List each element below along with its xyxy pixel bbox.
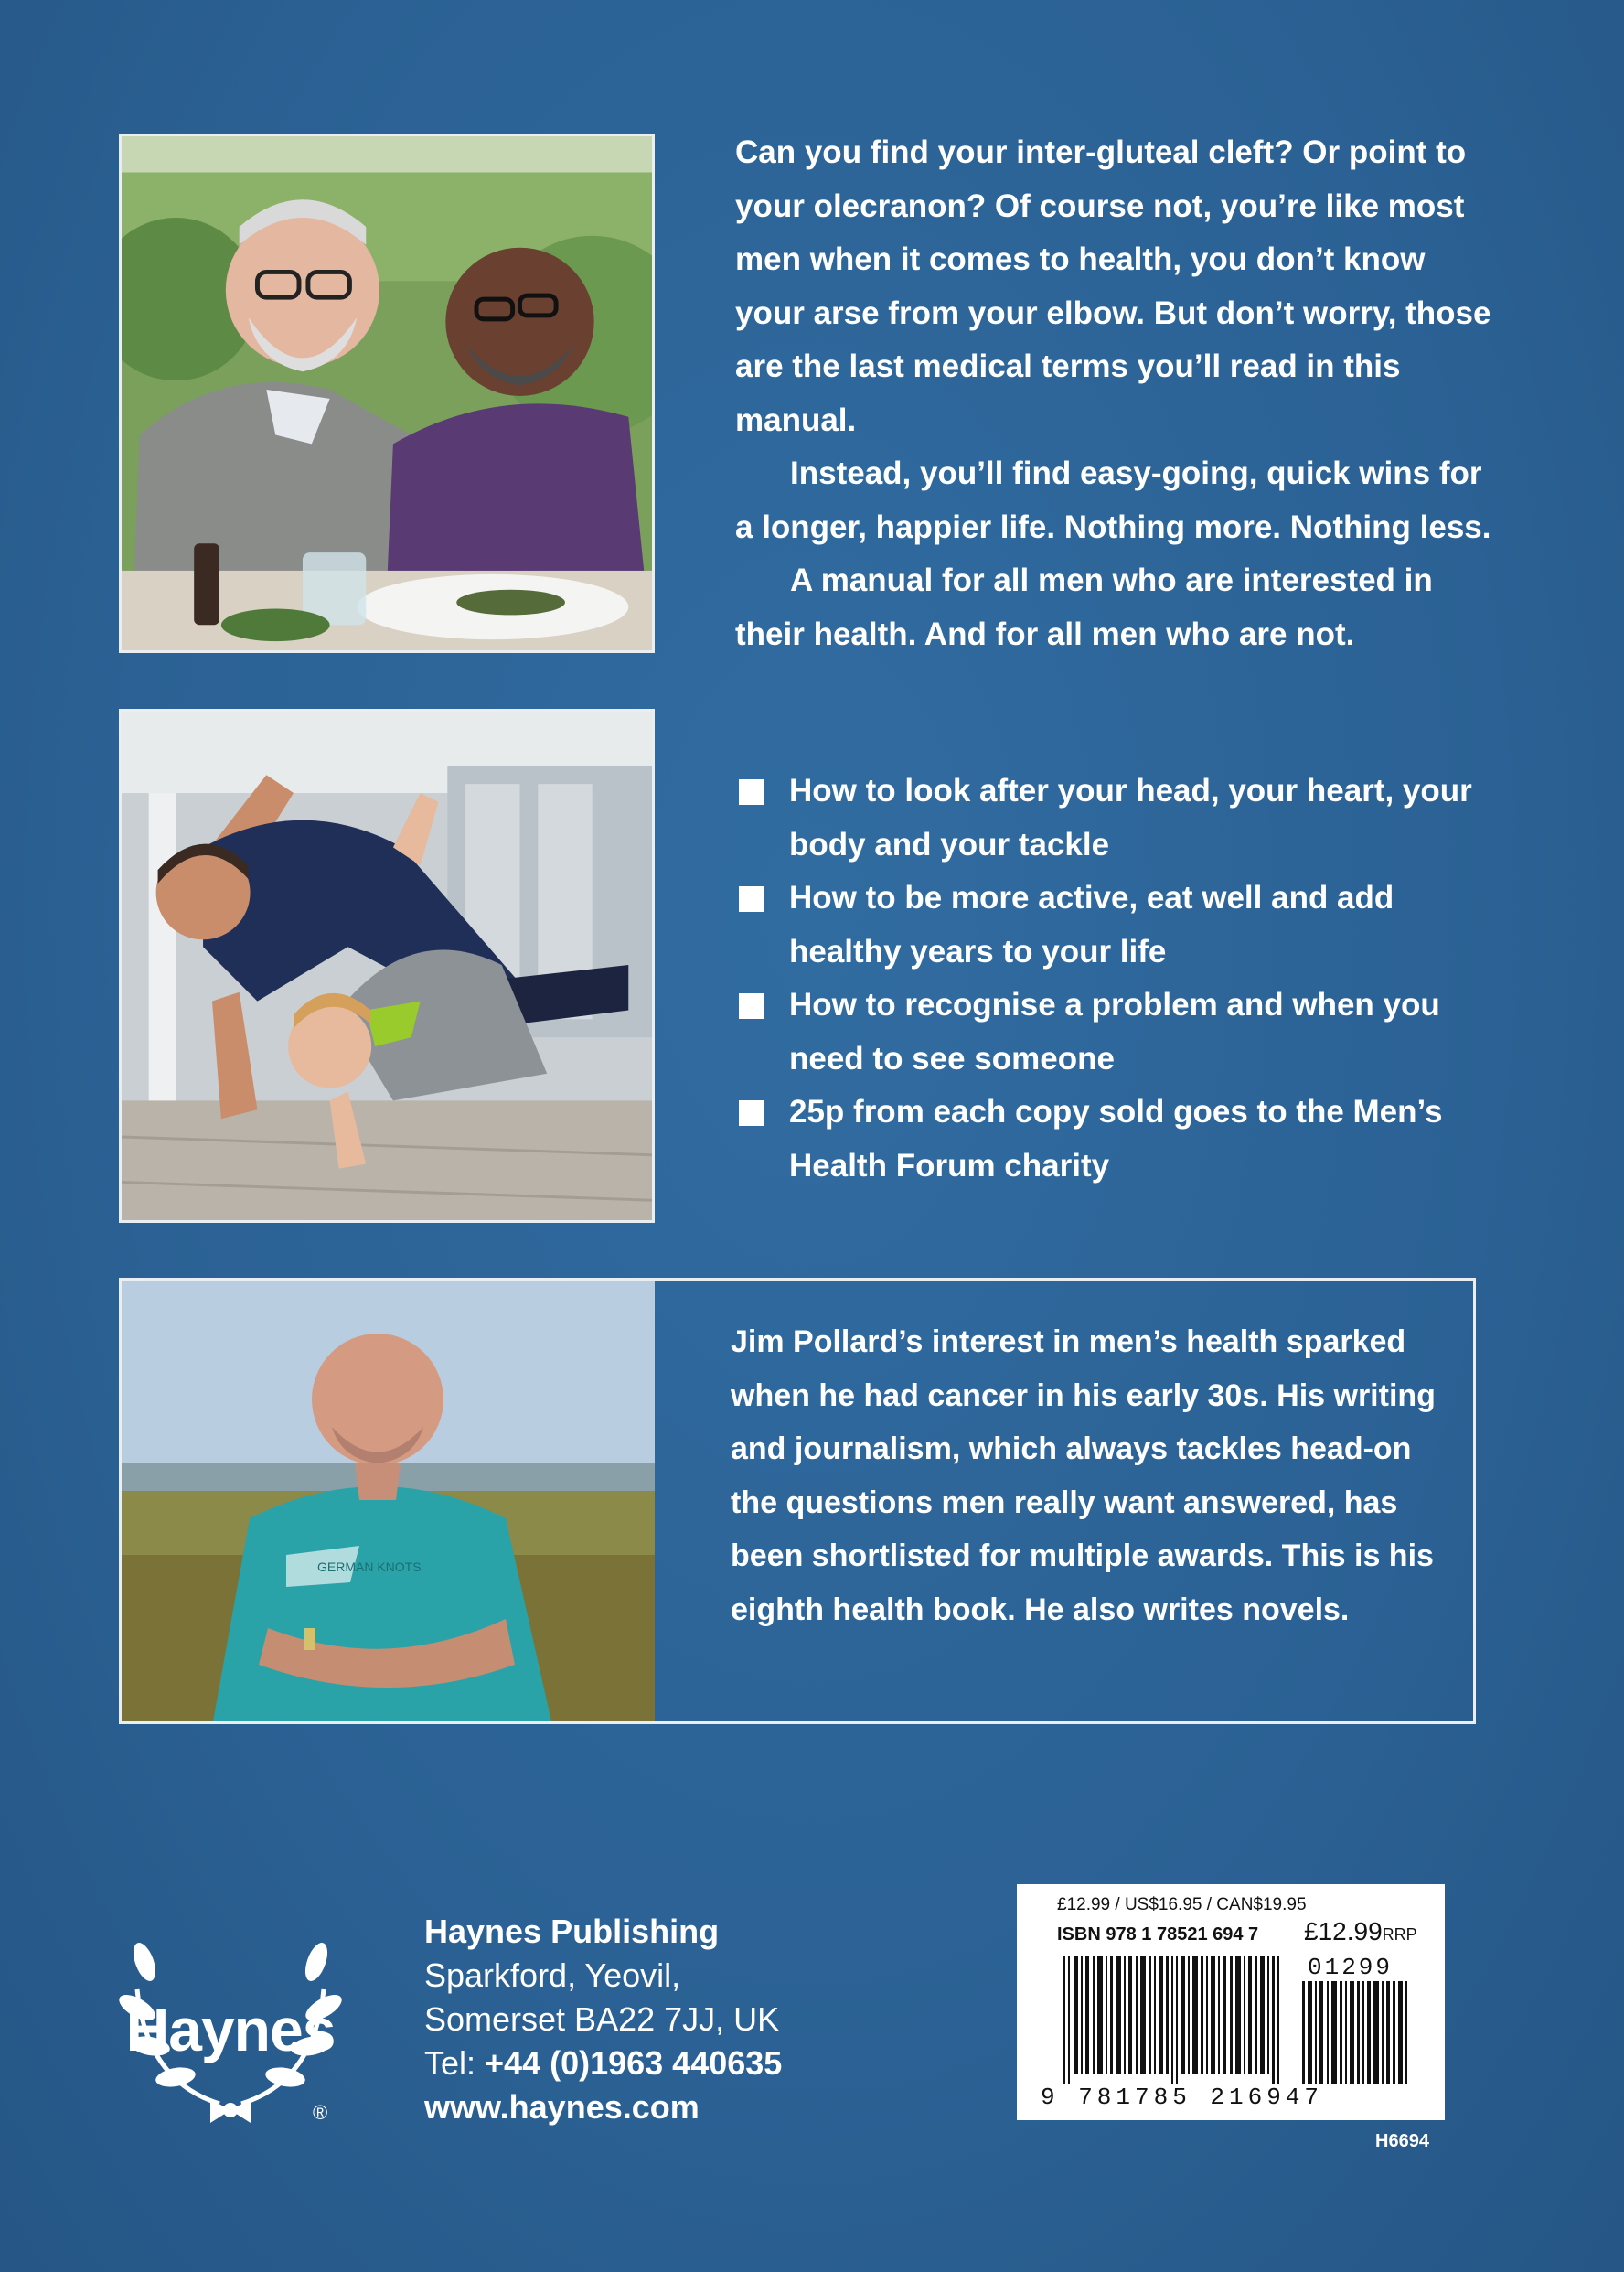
haynes-logo [110, 1907, 351, 2136]
photo-man-and-boy-exercising [119, 709, 655, 1223]
publisher-name: Haynes Publishing [424, 1913, 720, 1950]
registered-mark: ® [313, 2101, 328, 2124]
feature-item [735, 1086, 1512, 1193]
barcode-label [1017, 1884, 1445, 2120]
feature-item [735, 979, 1512, 1086]
publisher-address-line-1: Sparkford, Yeovil, [424, 1956, 681, 1994]
logo-wordmark: Haynes [125, 1996, 336, 2063]
shirt-print: GERMAN KNOTS [317, 1559, 422, 1574]
tel-label: Tel: [424, 2044, 486, 2082]
feature-item [735, 872, 1512, 979]
feature-text: How to recognise a problem and when you need to see someone [789, 987, 1440, 1077]
feature-text: How to look after your head, your heart, your body and your tackle [789, 773, 1472, 863]
square-bullet-icon [739, 886, 764, 912]
feature-item [735, 765, 1512, 872]
feature-list [735, 765, 1512, 1193]
publisher-phone: +44 (0)1963 440635 [485, 2044, 783, 2082]
price-list: £12.99 / US$16.95 / CAN$19.95 [1057, 1895, 1307, 1914]
product-code: H6694 [1375, 2131, 1429, 2151]
publisher-info [424, 1910, 782, 2129]
isbn: ISBN 978 1 78521 694 7 [1057, 1924, 1259, 1945]
cover-blurb [735, 126, 1494, 661]
photo-two-men-laughing-illustration [122, 136, 652, 650]
photo-two-men-laughing [119, 134, 655, 653]
blurb-paragraph-3: A manual for all men who are interested in their health. And for all men who are not. [735, 563, 1433, 652]
barcode-digits: 9 781785 216947 [1041, 2084, 1324, 2111]
author-photo [122, 1281, 655, 1721]
author-bio: Jim Pollard’s interest in men’s health sparked when he had cancer in his early 30s. His writing and journalism, which always tackles head-on the questions men really want answered, has been shortlisted for multiple awards. This is his eighth health book. He also writes novels. [731, 1324, 1436, 1627]
square-bullet-icon [739, 779, 764, 805]
publisher-address-line-2: Somerset BA22 7JJ, UK [424, 2000, 780, 2038]
blurb-paragraph-1: Can you find your inter-gluteal cleft? Or point to your olecranon? Of course not, you’re like most men when it comes to health, you don’t know your arse from your elbow. But don’t worry, those are the last medical terms you’ll read in this manual. [735, 134, 1491, 438]
author-panel [119, 1278, 1476, 1724]
feature-text: 25p from each copy sold goes to the Men’s Health Forum charity [789, 1094, 1443, 1184]
photo-man-and-boy-exercising-illustration [122, 712, 652, 1220]
rrp-value: £12.99 [1304, 1917, 1383, 1945]
rrp-label: RRP [1382, 1925, 1417, 1944]
feature-text: How to be more active, eat well and add healthy years to your life [789, 880, 1394, 970]
author-photo-illustration [122, 1281, 655, 1721]
blurb-paragraph-2: Instead, you’ll find easy-going, quick wins for a longer, happier life. Nothing more. Nothing less. [735, 455, 1491, 545]
publisher-website: www.haynes.com [424, 2088, 700, 2126]
barcode-addon-digits: 01299 [1308, 1954, 1394, 1981]
rrp-price [1304, 1917, 1417, 1946]
square-bullet-icon [739, 993, 764, 1019]
square-bullet-icon [739, 1100, 764, 1126]
